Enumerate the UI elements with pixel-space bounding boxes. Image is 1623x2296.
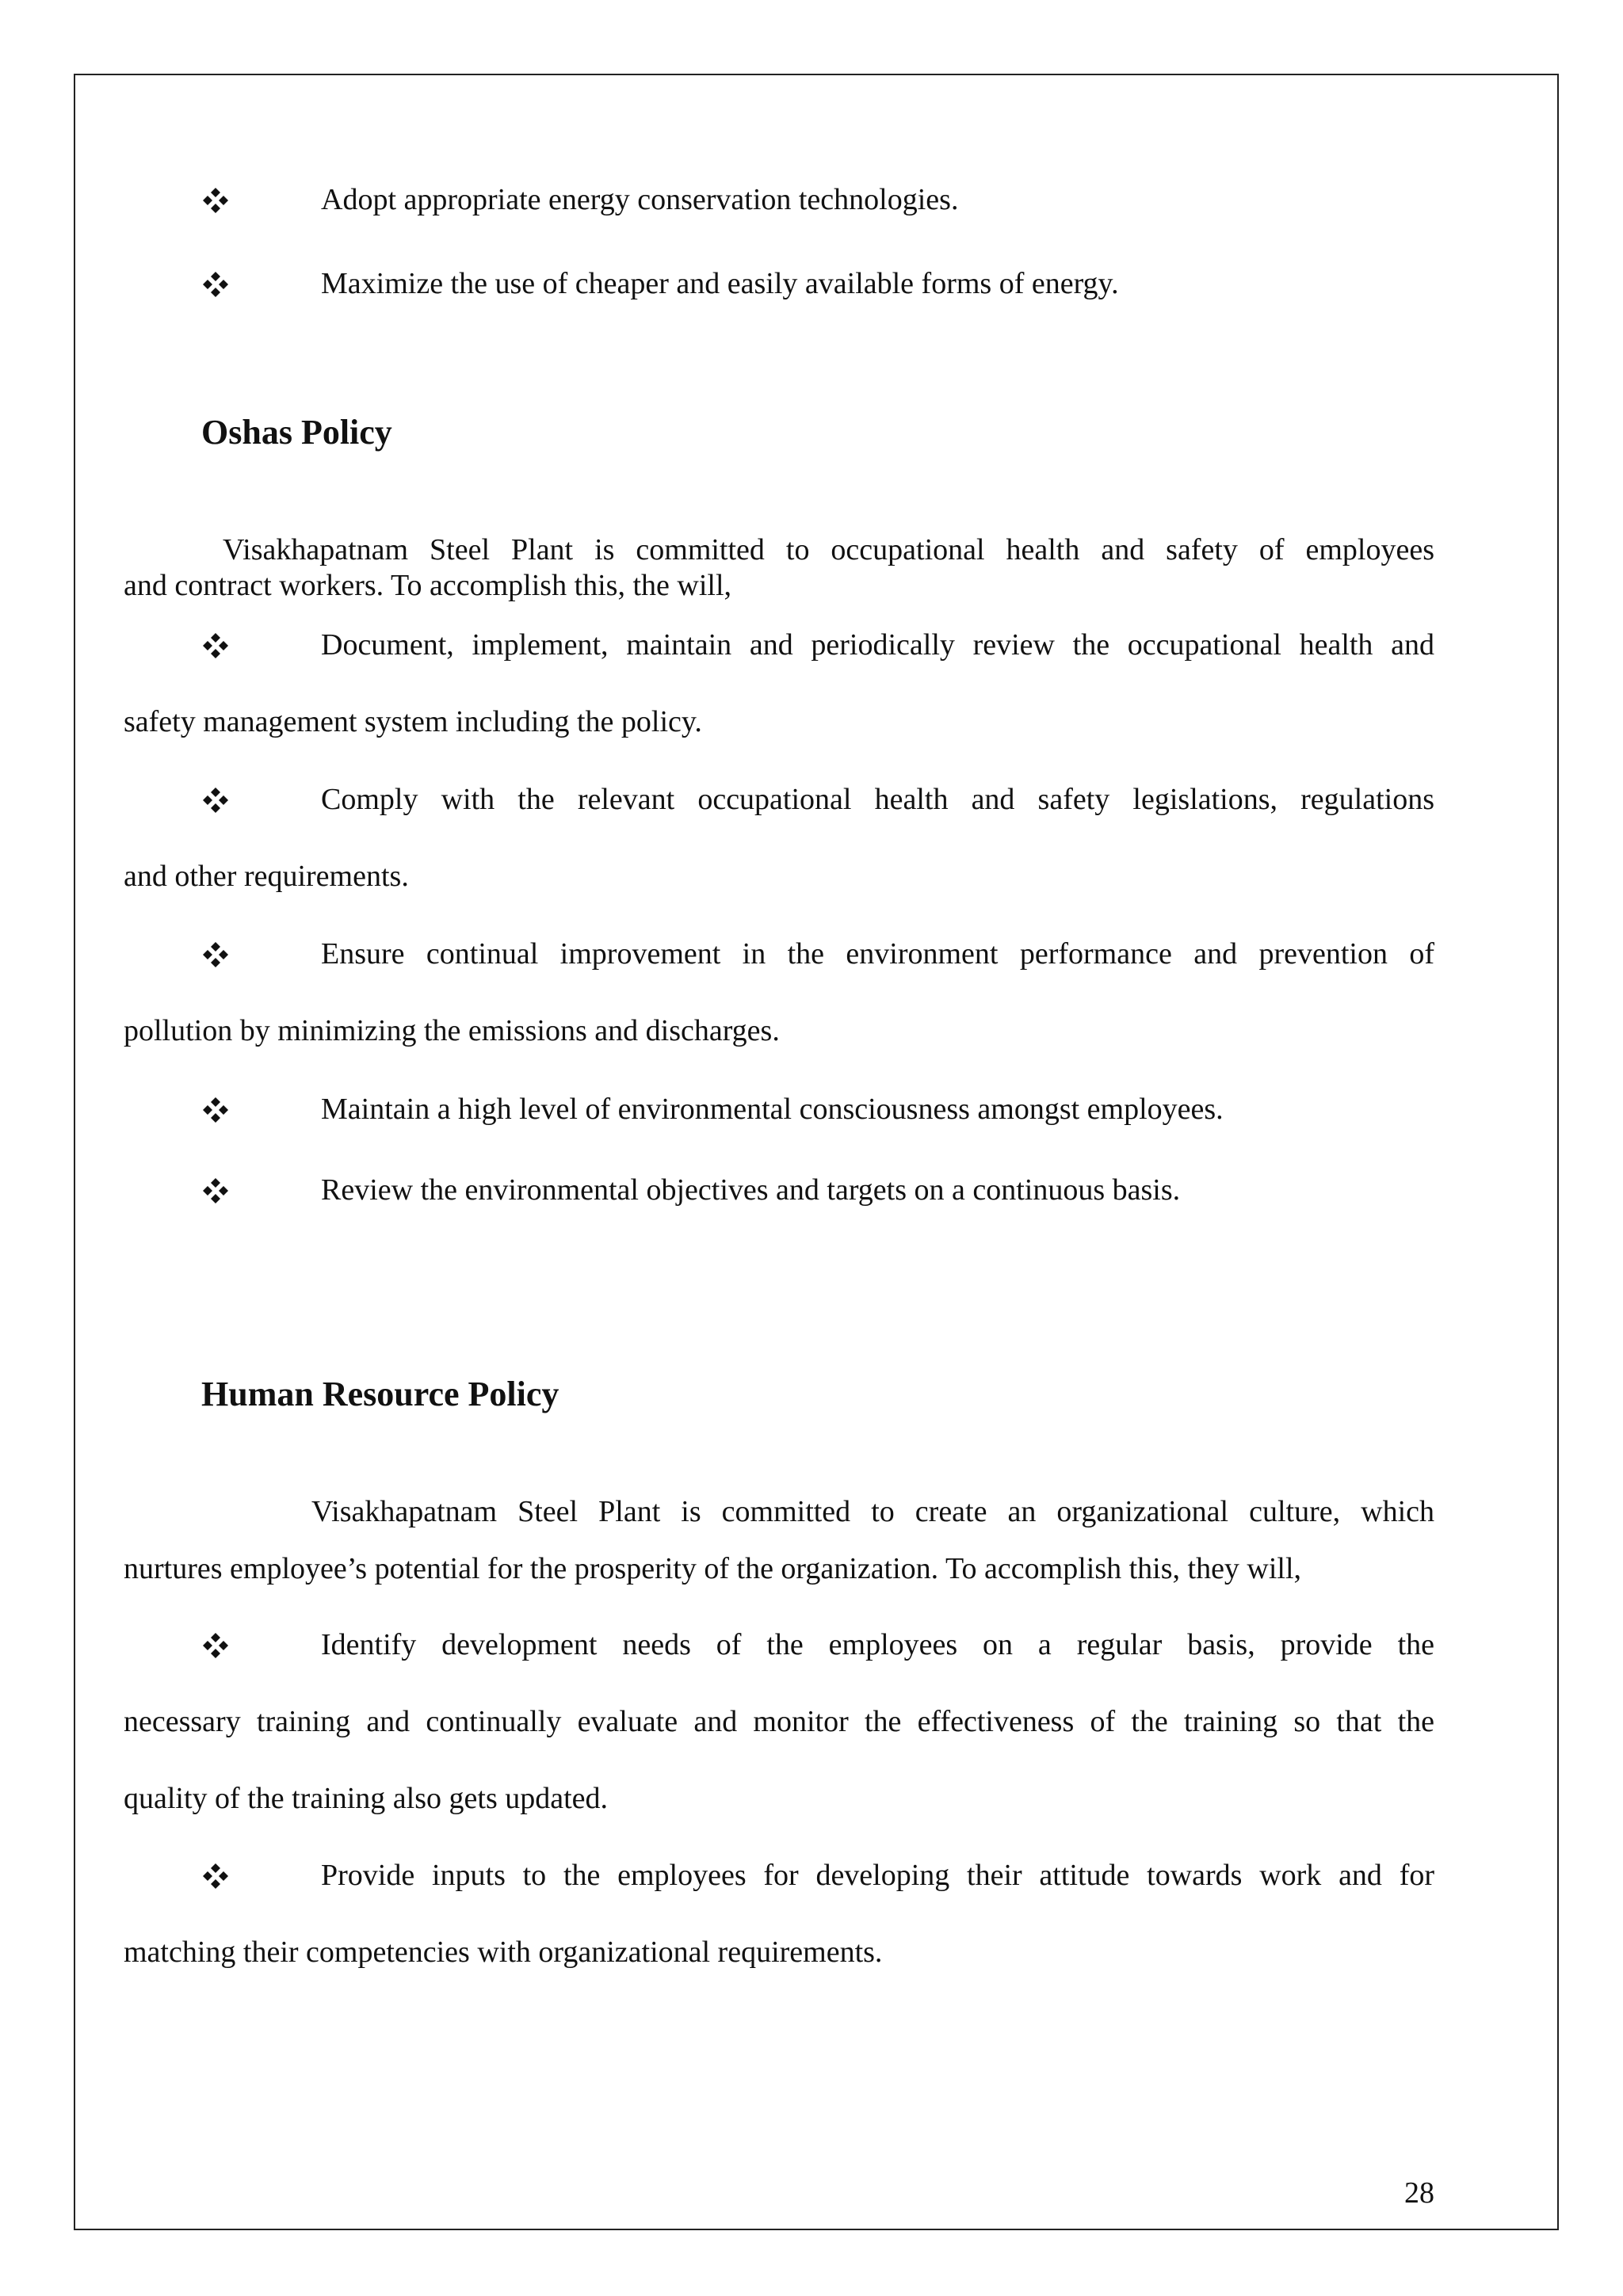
page-border bbox=[74, 74, 1559, 2230]
diamond-bullet-icon bbox=[201, 270, 230, 299]
diamond-bullet-icon bbox=[201, 186, 230, 215]
oshas-bullet-5: Review the environmental objectives and targets on a continuous basis. bbox=[321, 1173, 1181, 1207]
diamond-bullet-icon bbox=[201, 1177, 230, 1205]
hr-heading: Human Resource Policy bbox=[201, 1375, 559, 1413]
diamond-bullet-icon bbox=[201, 1862, 230, 1890]
hr-bullet-2-line2: matching their competencies with organizational requirements. bbox=[124, 1936, 883, 1969]
oshas-bullet-2-line1: Comply with the relevant occupational health and safety legislations, regulations bbox=[321, 783, 1434, 816]
oshas-bullet-3-line1: Ensure continual improvement in the environment performance and prevention of bbox=[321, 937, 1434, 971]
oshas-intro-line2: and contract workers. To accomplish this, the will, bbox=[124, 569, 732, 602]
energy-bullet-2: Maximize the use of cheaper and easily available forms of energy. bbox=[321, 267, 1119, 300]
diamond-bullet-icon bbox=[201, 1631, 230, 1660]
diamond-bullet-icon bbox=[201, 631, 230, 660]
diamond-bullet-icon bbox=[201, 940, 230, 969]
oshas-intro-line1: Visakhapatnam Steel Plant is committed to occupational health and safety of employees bbox=[223, 533, 1434, 566]
oshas-bullet-1-line2: safety management system including the policy. bbox=[124, 705, 702, 738]
hr-bullet-1-line2: necessary training and continually evaluate and monitor the effectiveness of the training so that the bbox=[124, 1705, 1434, 1738]
hr-intro-line1: Visakhapatnam Steel Plant is committed to create an organizational culture, which bbox=[311, 1495, 1434, 1528]
hr-bullet-1-line3: quality of the training also gets updated. bbox=[124, 1782, 609, 1815]
hr-bullet-1-line1: Identify development needs of the employees on a regular basis, provide the bbox=[321, 1628, 1434, 1661]
page-number: 28 bbox=[1404, 2176, 1434, 2210]
diamond-bullet-icon bbox=[201, 1096, 230, 1124]
hr-bullet-2-line1: Provide inputs to the employees for developing their attitude towards work and for bbox=[321, 1859, 1434, 1892]
energy-bullet-1: Adopt appropriate energy conservation technologies. bbox=[321, 183, 959, 216]
oshas-bullet-1-line1: Document, implement, maintain and periodically review the occupational health and bbox=[321, 628, 1434, 662]
oshas-bullet-4: Maintain a high level of environmental consciousness amongst employees. bbox=[321, 1093, 1224, 1126]
oshas-bullet-2-line2: and other requirements. bbox=[124, 860, 409, 893]
oshas-bullet-3-line2: pollution by minimizing the emissions and discharges. bbox=[124, 1014, 780, 1047]
oshas-heading: Oshas Policy bbox=[201, 413, 392, 452]
diamond-bullet-icon bbox=[201, 786, 230, 814]
hr-intro-line2: nurtures employee’s potential for the prosperity of the organization. To accomplish this, they will, bbox=[124, 1552, 1302, 1585]
